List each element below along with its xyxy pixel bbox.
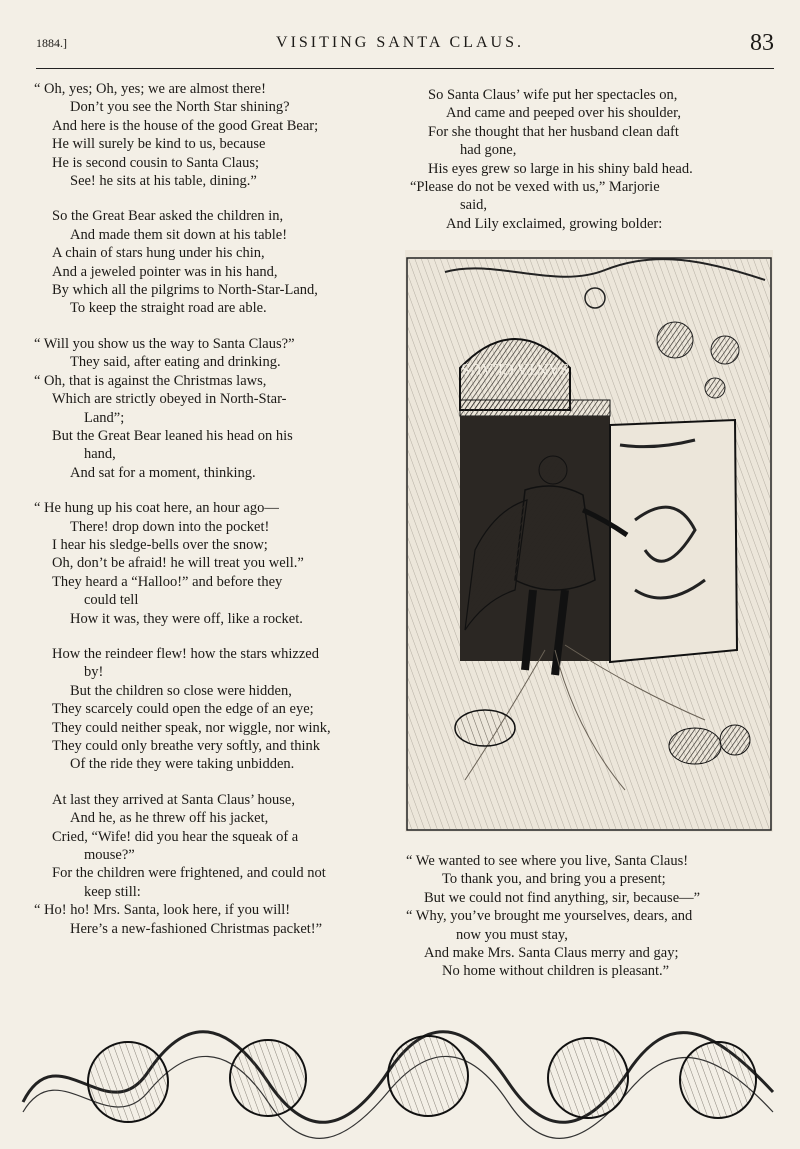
poem-line: So Santa Claus’ wife put her spectacles on, (428, 87, 678, 103)
poem-line: And here is the house of the good Great Bear; (52, 117, 319, 134)
poem-line: could tell (84, 592, 139, 609)
poem-line: “ He hung up his coat here, an hour ago— (34, 500, 279, 517)
poem-line: For she thought that her husband clean daft (428, 123, 679, 140)
poem-line: Here’s a new-fashioned Christmas packet!” (70, 920, 323, 937)
rolled-rug (455, 710, 515, 746)
poem-line: had gone, (460, 142, 517, 159)
poem-line: There! drop down into the pocket! (70, 518, 270, 535)
poem-stanza (34, 791, 402, 938)
poem-line: See! he sits at his table, dining.” (70, 173, 257, 190)
poem-line: They could only breathe very softly, and think (52, 738, 321, 754)
door-lintel (460, 400, 610, 416)
poem-line: His eyes grew so large in his shiny bald head. (428, 160, 693, 177)
poem-line: To thank you, and bring you a present; (442, 871, 666, 888)
page-header (0, 0, 800, 70)
poem-stanza (34, 499, 402, 628)
poem-stanza (34, 80, 402, 190)
poem-line: No home without children is pleasant.” (442, 963, 670, 980)
poem-line: “Please do not be vexed with us,” Marjorie (410, 179, 660, 196)
ornamental-scrollwork (18, 1012, 778, 1140)
portrait-medallion-3 (388, 1036, 468, 1116)
engraving-drawing (405, 250, 773, 832)
poem-line: To keep the straight road are able. (70, 300, 267, 317)
poem-line: mouse?” (84, 847, 135, 864)
poem-stanza (34, 645, 402, 774)
decorative-footer-border (18, 1012, 778, 1140)
toy-elephant (669, 728, 721, 764)
poem-line: now you must stay, (456, 926, 568, 943)
poem-line: He is second cousin to Santa Claus; (52, 154, 260, 171)
page-number: 83 (750, 30, 774, 56)
poem-line: So the Great Bear asked the children in, (52, 208, 284, 225)
poem-line: At last they arrived at Santa Claus’ house, (52, 791, 295, 808)
child-portrait-medallions (88, 1036, 756, 1122)
poem-stanza (34, 335, 402, 482)
poem-right-top (410, 86, 780, 233)
poem-line: But we could not find anything, sir, because—” (424, 889, 701, 906)
poem-line: How the reindeer flew! how the stars whizzed (52, 645, 319, 662)
poem-line: But the Great Bear leaned his head on his (52, 427, 293, 444)
poem-line: And sat for a moment, thinking. (70, 464, 256, 481)
poem-line: I hear his sledge-bells over the snow; (52, 536, 268, 553)
issue-year: 1884.] (36, 36, 67, 50)
poem-line: Of the ride they were taking unbidden. (70, 756, 295, 773)
poem-line: They could neither speak, nor wiggle, nor wink, (52, 719, 331, 736)
poem-line: How it was, they were off, like a rocket. (70, 610, 303, 627)
arch-sign-text: SANTA CLAUS (461, 360, 569, 377)
poem-line: And a jeweled pointer was in his hand, (52, 263, 278, 280)
poem-stanza (34, 207, 402, 317)
toy-drum (720, 725, 750, 755)
poem-line: “ Oh, that is against the Christmas laws, (34, 372, 267, 389)
poem-line: For the children were frightened, and could not (52, 865, 326, 882)
poem-line: He will surely be kind to us, because (52, 136, 266, 153)
poem-line: keep still: (84, 883, 141, 900)
poem-line: But the children so close were hidden, (70, 682, 292, 699)
poem-line: “ Ho! ho! Mrs. Santa, look here, if you will! (34, 902, 291, 919)
poem-line: And came and peeped over his shoulder, (446, 105, 681, 122)
poem-line: Which are strictly obeyed in North-Star- (52, 391, 287, 408)
poem-line: “ Oh, yes; Oh, yes; we are almost there! (34, 81, 266, 97)
poem-line: And he, as he threw off his jacket, (70, 810, 269, 827)
poem-line: They scarcely could open the edge of an eye; (52, 701, 314, 718)
poem-line: hand, (84, 446, 116, 463)
poem-line: And Lily exclaimed, growing bolder: (446, 215, 663, 232)
poem-line: They heard a “Halloo!” and before they (52, 573, 283, 590)
hanging-ornament-1 (657, 322, 693, 358)
poem-line: Land”; (84, 409, 125, 426)
poem-line: And made them sit down at his table! (70, 226, 288, 243)
poem-right-bottom (406, 852, 774, 981)
open-door (610, 420, 737, 662)
santa-doorway-illustration (405, 250, 773, 832)
poem-line: Oh, don’t be afraid! he will treat you well.” (52, 555, 304, 572)
hanging-ornament-2 (711, 336, 739, 364)
portrait-medallion-2 (230, 1040, 306, 1116)
poem-line: “ Will you show us the way to Santa Claus?” (34, 335, 295, 352)
poem-line: “ Why, you’ve brought me yourselves, dears, and (406, 908, 693, 925)
page-title: VISITING SANTA CLAUS. (276, 34, 524, 51)
poem-line: “ We wanted to see where you live, Santa Claus! (406, 853, 689, 869)
poem-line: by! (84, 664, 104, 681)
poem-left-column (34, 80, 402, 955)
poem-line: said, (460, 197, 487, 214)
portrait-medallion-1 (88, 1042, 168, 1122)
poem-line: By which all the pilgrims to North-Star-Land, (52, 282, 318, 299)
portrait-medallion-4 (548, 1038, 628, 1118)
poem-line: Cried, “Wife! did you hear the squeak of a (52, 828, 299, 845)
hanging-ornament-3 (705, 378, 725, 398)
header-rule (36, 68, 774, 69)
portrait-medallion-5 (680, 1042, 756, 1118)
poem-line: Don’t you see the North Star shining? (70, 99, 290, 116)
poem-line: A chain of stars hung under his chin, (52, 245, 265, 262)
poem-line: They said, after eating and drinking. (70, 354, 281, 371)
poem-line: And make Mrs. Santa Claus merry and gay; (424, 945, 679, 962)
